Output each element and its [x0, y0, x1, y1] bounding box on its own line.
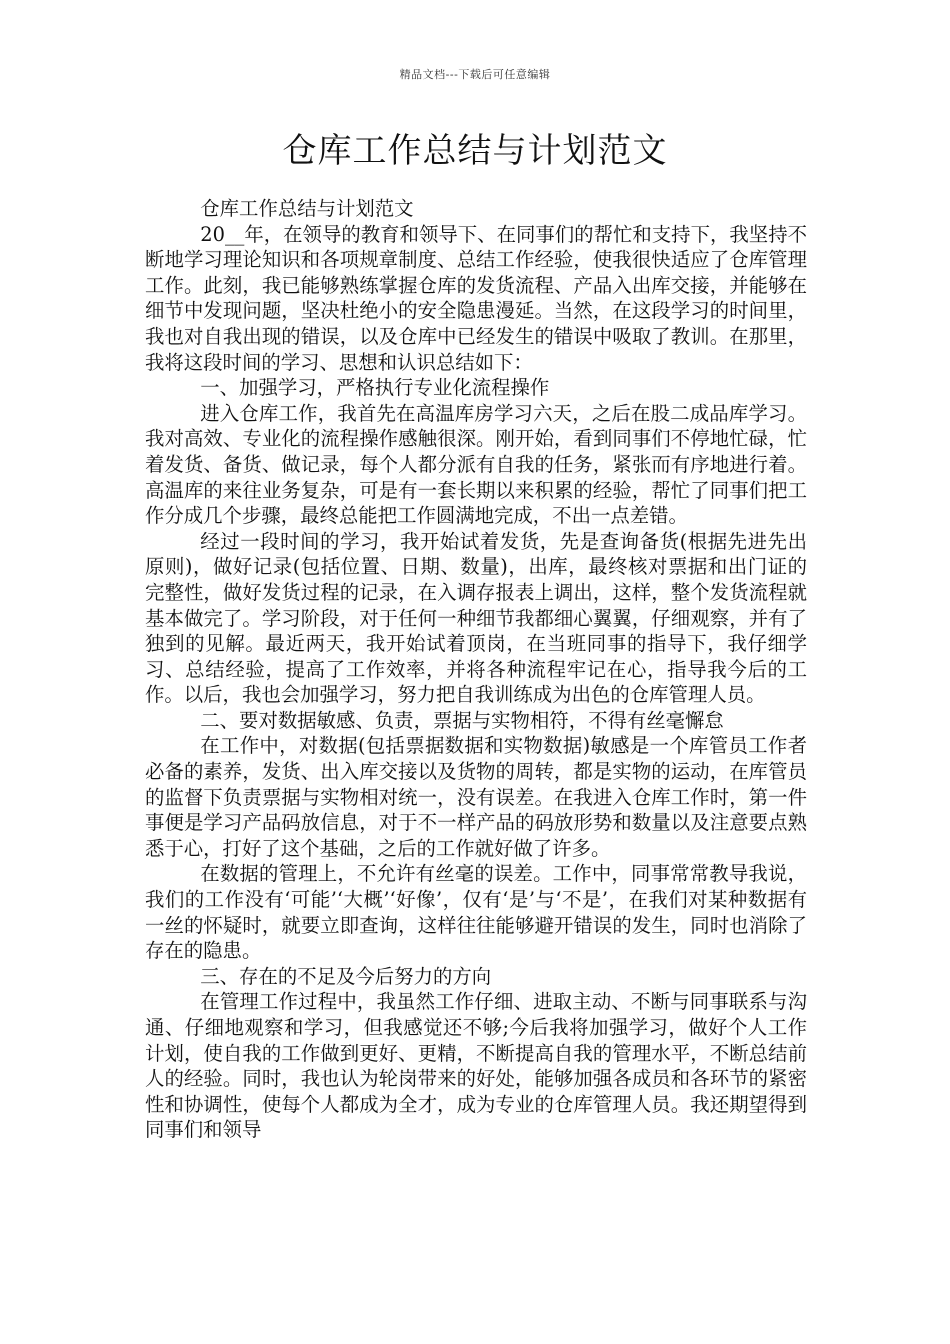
header-note: 精品文档---下载后可任意编辑 [399, 68, 551, 81]
paragraph-intro: 20__年，在领导的教育和领导下、在同事们的帮忙和支持下，我坚持不断地学习理论知识和各项规章制度、总结工作经验，使我很快适应了仓库管理工作。此刻，我已能够熟练掌握仓库的发货流程、产品入出库交接，并能够在细节中发现问题，坚决杜绝小的安全隐患漫延。当然，在这段学习的时间里，我也对自我出现的错误，以及仓库中已经发生的错误中吸取了教训。在那里，我将这段时间的学习、思想和认识总结如下： [145, 222, 807, 374]
paragraph: 在数据的管理上，不允许有丝毫的误差。工作中，同事常常教导我说，我们的工作没有‘可能’‘大概’‘好像’，仅有‘是’与‘不是’，在我们对某种数据有一丝的怀疑时，就要立即查询，这样往往能够避开错误的发生，同时也消除了存在的隐患。 [145, 862, 807, 963]
paragraph: 在工作中，对数据(包括票据数据和实物数据)敏感是一个库管员工作者必备的素养，发货、出入库交接以及货物的周转，都是实物的运动，在库管员的监督下负责票据与实物相对统一，没有误差。在我进入仓库工作时，第一件事便是学习产品码放信息，对于不一样产品的码放形势和数量以及注意要点熟悉于心，打好了这个基础，之后的工作就好做了许多。 [145, 734, 807, 860]
paragraph: 经过一段时间的学习，我开始试着发货，先是查询备货(根据先进先出原则)，做好记录(包括位置、日期、数量)，出库，最终核对票据和出门证的完整性，做好发货过程的记录，在入调存报表上调出，这样，整个发货流程就基本做完了。学习阶段，对于任何一种细节我都细心翼翼，仔细观察，并有了独到的见解。最近两天，我开始试着顶岗，在当班同事的指导下，我仔细学习、总结经验，提高了工作效率，并将各种流程牢记在心，指导我今后的工作。以后，我也会加强学习，努力把自我训练成为出色的仓库管理人员。 [145, 529, 807, 707]
section-heading-2: 二、要对数据敏感、负责，票据与实物相符，不得有丝毫懈怠 [200, 708, 724, 732]
paragraph: 进入仓库工作，我首先在高温库房学习六天，之后在股二成品库学习。我对高效、专业化的流程操作感触很深。刚开始，看到同事们不停地忙碌，忙着发货、备货、做记录，每个人都分派有自我的任务，紧张而有序地进行着。高温库的来往业务复杂，可是有一套长期以来积累的经验，帮忙了同事们把工作分成几个步骤，最终总能把工作圆满地完成，不出一点差错。 [145, 401, 807, 528]
paragraph: 在管理工作过程中，我虽然工作仔细、进取主动、不断与同事联系与沟通、仔细地观察和学习，但我感觉还不够;今后我将加强学习，做好个人工作计划，使自我的工作做到更好、更精，不断提高自我的管理水平，不断总结前人的经验。同时，我也认为轮岗带来的好处，能够加强各成员和各环节的紧密性和协调性，使每个人都成为全才，成为专业的仓库管理人员。我还期望得到同事们和领导 [145, 990, 807, 1142]
section-heading-3: 三、存在的不足及今后努力的方向 [200, 964, 492, 988]
document-body [145, 196, 807, 1143]
paragraph-subtitle: 仓库工作总结与计划范文 [200, 197, 414, 220]
section-heading-1: 一、加强学习，严格执行专业化流程操作 [200, 376, 550, 400]
document-title: 仓库工作总结与计划范文 [282, 131, 668, 171]
